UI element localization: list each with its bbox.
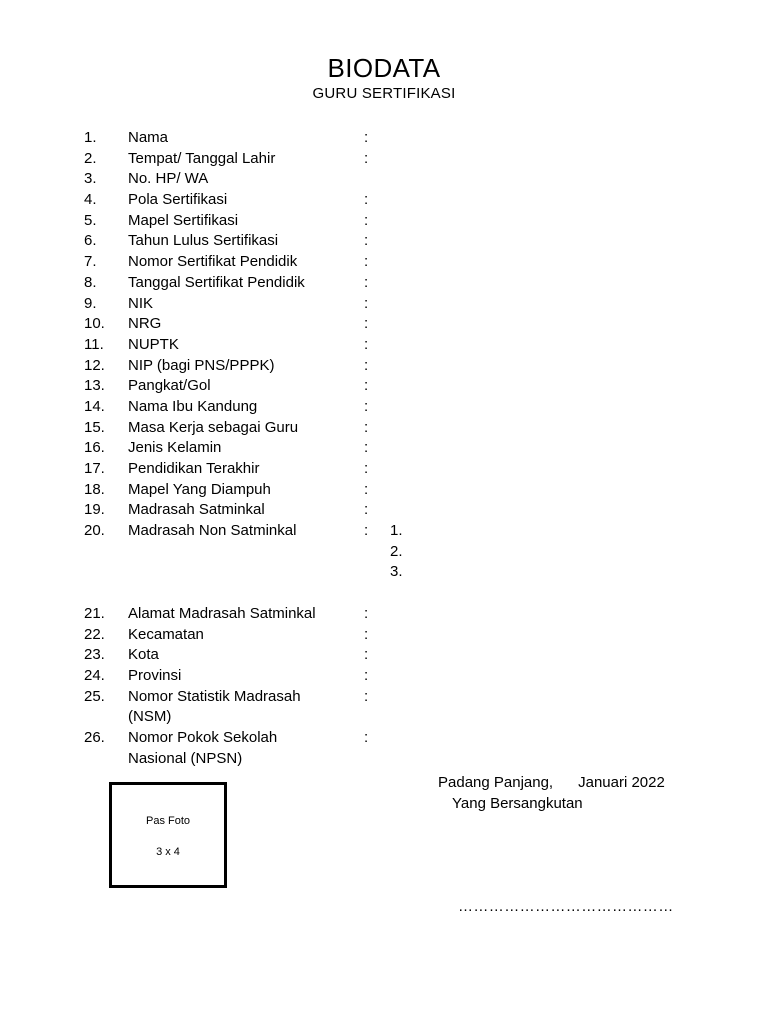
field-colon: : [364, 728, 369, 746]
field-colon: : [364, 522, 369, 540]
field-number: 6. [84, 232, 97, 250]
field-label: No. HP/ WA [128, 170, 209, 188]
field-number: 4. [84, 191, 97, 209]
field-label: Pendidikan Terakhir [128, 460, 260, 477]
field-number: 1. [84, 129, 97, 146]
field-number: 26. [84, 728, 105, 746]
field-row [0, 252, 768, 273]
field-colon: : [364, 129, 369, 146]
field-colon: : [364, 397, 369, 415]
field-label: Masa Kerja sebagai Guru [128, 418, 299, 436]
field-colon: : [364, 480, 369, 498]
sublist-item: 2. [390, 542, 403, 560]
field-colon: : [364, 232, 369, 250]
field-label: Madrasah Non Satminkal [128, 522, 297, 540]
field-row [0, 459, 768, 480]
field-row [0, 418, 768, 439]
field-number: 14. [84, 397, 105, 415]
field-row [0, 645, 768, 666]
field-row [0, 273, 768, 294]
field-colon: : [364, 356, 369, 374]
field-number: 8. [84, 273, 97, 291]
field-number: 11. [84, 335, 104, 353]
field-colon: : [364, 604, 369, 622]
field-label: Madrasah Satminkal [128, 501, 265, 519]
field-label [128, 687, 356, 728]
field-label [128, 728, 356, 769]
field-row [0, 376, 768, 397]
field-label: Tempat/ Tanggal Lahir [128, 149, 276, 167]
field-row [0, 314, 768, 335]
field-number: 3. [84, 170, 97, 188]
field-colon: : [364, 315, 369, 333]
field-colon: : [364, 335, 369, 353]
field-label: Provinsi [128, 666, 182, 684]
field-label-line1: Nomor Pokok Sekolah [128, 728, 278, 746]
field-row [0, 500, 768, 521]
field-row [0, 356, 768, 377]
field-label: Tanggal Sertifikat Pendidik [128, 273, 305, 291]
field-row-non-satminkal [0, 521, 768, 581]
field-label-line2: (NSM) [128, 708, 172, 726]
field-colon: : [364, 211, 369, 229]
field-number: 7. [84, 253, 97, 271]
field-colon: : [364, 191, 369, 209]
field-number: 9. [84, 294, 97, 312]
sublist-spacer [0, 542, 768, 563]
field-row [0, 480, 768, 501]
photo-label: Pas Foto [145, 815, 191, 827]
field-row [0, 397, 768, 418]
field-number: 10. [84, 315, 105, 333]
field-number: 22. [84, 625, 105, 643]
field-number: 25. [84, 687, 105, 705]
signature-line: …………………………………… [458, 898, 674, 915]
field-row [0, 149, 768, 170]
field-label: Nama [128, 129, 169, 146]
field-label: Alamat Madrasah Satminkal [128, 604, 316, 622]
field-number: 20. [84, 522, 105, 540]
field-colon: : [364, 646, 369, 664]
field-number: 17. [84, 460, 105, 477]
sublist-spacer [0, 562, 768, 583]
biodata-field-list [0, 128, 768, 769]
field-label: Nama Ibu Kandung [128, 397, 258, 415]
field-number: 19. [84, 501, 105, 519]
signature-place-date: Padang Panjang, Januari 2022 [438, 774, 665, 791]
sublist-item: 3. [390, 563, 403, 581]
field-row [0, 604, 768, 625]
field-label: Nomor Sertifikat Pendidik [128, 253, 298, 271]
field-label: NIK [128, 294, 154, 312]
field-label: NUPTK [128, 335, 179, 353]
signature-role: Yang Bersangkutan [452, 795, 583, 812]
field-label: Pangkat/Gol [128, 377, 211, 395]
photo-placeholder-box [109, 782, 227, 888]
field-row [0, 190, 768, 211]
field-colon: : [364, 666, 369, 684]
field-number: 2. [84, 149, 97, 167]
field-number: 24. [84, 666, 105, 684]
field-number: 21. [84, 604, 105, 622]
field-colon: : [364, 625, 369, 643]
field-number: 23. [84, 646, 105, 664]
field-label: NRG [128, 315, 162, 333]
field-row [0, 687, 768, 728]
sublist-item: 1. [390, 522, 403, 540]
field-colon: : [364, 439, 369, 457]
field-number: 12. [84, 356, 105, 374]
field-number: 15. [84, 418, 105, 436]
field-row [0, 438, 768, 459]
field-colon: : [364, 418, 369, 436]
field-colon: : [364, 149, 369, 167]
section-gap [0, 583, 768, 604]
field-row [0, 231, 768, 252]
field-colon: : [364, 253, 369, 271]
field-colon: : [364, 294, 369, 312]
field-row [0, 211, 768, 232]
field-number: 18. [84, 480, 105, 498]
field-number: 5. [84, 211, 97, 229]
page-subtitle: GURU SERTIFIKASI [312, 85, 456, 102]
field-label: Jenis Kelamin [128, 439, 222, 457]
field-row [0, 625, 768, 646]
field-label: Pola Sertifikasi [128, 191, 228, 209]
photo-size-label: 3 x 4 [156, 846, 180, 858]
field-row [0, 728, 768, 769]
field-label-line2: Nasional (NPSN) [128, 749, 243, 767]
field-row [0, 666, 768, 687]
field-colon: : [364, 377, 369, 395]
field-label: NIP (bagi PNS/PPPK) [128, 356, 275, 374]
field-row [0, 169, 768, 190]
field-label: Mapel Sertifikasi [128, 211, 239, 229]
field-colon: : [364, 273, 369, 291]
field-label: Kecamatan [128, 625, 204, 643]
field-number: 13. [84, 377, 105, 395]
field-number: 16. [84, 439, 105, 457]
signature-block [438, 772, 665, 814]
field-row [0, 335, 768, 356]
field-label: Mapel Yang Diampuh [128, 480, 271, 498]
field-label: Tahun Lulus Sertifikasi [128, 232, 279, 250]
field-label-line1: Nomor Statistik Madrasah [128, 687, 301, 705]
field-row [0, 128, 768, 149]
page-title: BIODATA [327, 53, 441, 83]
field-row [0, 294, 768, 315]
field-colon: : [364, 501, 369, 519]
field-colon: : [364, 687, 369, 705]
field-colon: : [364, 460, 369, 477]
field-label: Kota [128, 646, 159, 664]
